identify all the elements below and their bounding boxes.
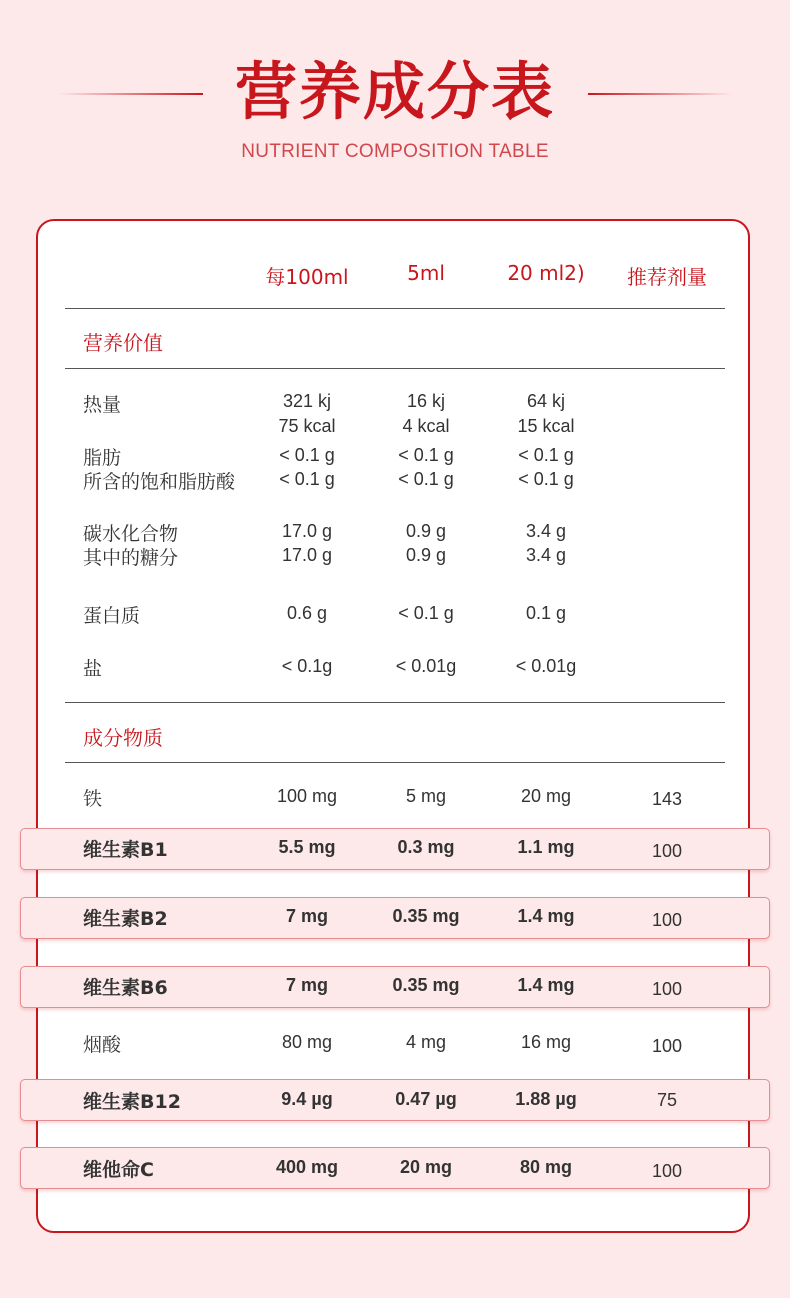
iron-20ml: 20 mg	[520, 786, 572, 806]
energy-per100-kcal: 75 kcal	[278, 416, 336, 436]
iron-per100: 100 mg	[276, 786, 338, 806]
row-label-niacin: 烟酸	[83, 1034, 122, 1056]
b12-per100: 9.4 µg	[281, 1089, 333, 1109]
row-label-iron: 铁	[83, 788, 103, 810]
row-label-vitamin-c: 维他命C	[83, 1159, 154, 1181]
row-label-vitamin-b12: 维生素B12	[83, 1091, 181, 1113]
divider	[65, 308, 725, 309]
b12-5ml: 0.47 µg	[395, 1089, 457, 1109]
row-label-sugar: 其中的糖分	[83, 547, 179, 569]
iron-5ml: 5 mg	[405, 786, 447, 806]
energy-5ml-kj: 16 kj	[406, 391, 446, 411]
sugar-20ml: 3.4 g	[525, 545, 567, 565]
row-label-vitamin-b1: 维生素B1	[83, 839, 168, 861]
energy-per100-kj: 321 kj	[282, 391, 332, 411]
iron-recommended: 143	[651, 789, 683, 809]
protein-5ml: < 0.1 g	[398, 603, 454, 623]
niacin-20ml: 16 mg	[520, 1032, 572, 1052]
b6-20ml: 1.4 mg	[517, 975, 575, 995]
sugar-per100: 17.0 g	[281, 545, 333, 565]
row-label-salt: 盐	[83, 658, 103, 680]
column-header-recommended: 推荐剂量	[627, 265, 707, 289]
page-title: 营养成分表	[234, 55, 555, 128]
row-label-fat: 脂肪	[83, 447, 122, 469]
b6-per100: 7 mg	[285, 975, 328, 995]
carbs-20ml: 3.4 g	[525, 521, 567, 541]
salt-per100: < 0.1g	[281, 656, 333, 676]
row-label-energy: 热量	[83, 394, 122, 416]
title-block	[0, 52, 790, 132]
carbs-5ml: 0.9 g	[405, 521, 447, 541]
protein-20ml: 0.1 g	[525, 603, 567, 623]
b1-recommended: 100	[651, 841, 683, 861]
column-header-per-100ml: 每100ml	[265, 265, 349, 289]
vitc-20ml: 80 mg	[519, 1157, 573, 1177]
fat-20ml: < 0.1 g	[518, 445, 574, 465]
niacin-per100: 80 mg	[281, 1032, 333, 1052]
section-ingredients: 成分物质	[83, 726, 163, 750]
salt-5ml: < 0.01g	[395, 656, 457, 676]
b2-recommended: 100	[651, 910, 683, 930]
b6-5ml: 0.35 mg	[392, 975, 460, 995]
energy-5ml-kcal: 4 kcal	[402, 416, 450, 436]
vitc-recommended: 100	[651, 1161, 683, 1181]
carbs-per100: 17.0 g	[281, 521, 333, 541]
divider	[65, 368, 725, 369]
fat-5ml: < 0.1 g	[398, 445, 454, 465]
row-label-vitamin-b2: 维生素B2	[83, 908, 168, 930]
b2-per100: 7 mg	[285, 906, 328, 926]
row-label-vitamin-b6: 维生素B6	[83, 977, 168, 999]
b2-20ml: 1.4 mg	[517, 906, 575, 926]
column-header-5ml: 5ml	[407, 261, 445, 285]
b1-per100: 5.5 mg	[278, 837, 336, 857]
divider	[65, 702, 725, 703]
vitc-per100: 400 mg	[275, 1157, 339, 1177]
b1-5ml: 0.3 mg	[397, 837, 455, 857]
sugar-5ml: 0.9 g	[405, 545, 447, 565]
sat-fat-per100: < 0.1 g	[279, 469, 335, 489]
b12-20ml: 1.88 µg	[515, 1089, 577, 1109]
niacin-5ml: 4 mg	[405, 1032, 447, 1052]
page-subtitle: NUTRIENT COMPOSITION TABLE	[241, 141, 549, 162]
row-label-carbohydrate: 碳水化合物	[83, 523, 179, 545]
fat-per100: < 0.1 g	[279, 445, 335, 465]
salt-20ml: < 0.01g	[515, 656, 577, 676]
protein-per100: 0.6 g	[286, 603, 328, 623]
vitc-5ml: 20 mg	[399, 1157, 453, 1177]
b1-20ml: 1.1 mg	[517, 837, 575, 857]
b6-recommended: 100	[651, 979, 683, 999]
niacin-recommended: 100	[651, 1036, 683, 1056]
energy-20ml-kcal: 15 kcal	[517, 416, 575, 436]
row-label-protein: 蛋白质	[83, 605, 141, 627]
b12-recommended: 75	[656, 1090, 678, 1110]
row-label-saturated-fat: 所含的饱和脂肪酸	[83, 471, 236, 493]
section-nutrition-value: 营养价值	[83, 331, 163, 355]
divider	[65, 762, 725, 763]
sat-fat-20ml: < 0.1 g	[518, 469, 574, 489]
b2-5ml: 0.35 mg	[392, 906, 460, 926]
energy-20ml-kj: 64 kj	[526, 391, 566, 411]
sat-fat-5ml: < 0.1 g	[398, 469, 454, 489]
column-header-20ml: 20 ml2)	[507, 261, 585, 285]
